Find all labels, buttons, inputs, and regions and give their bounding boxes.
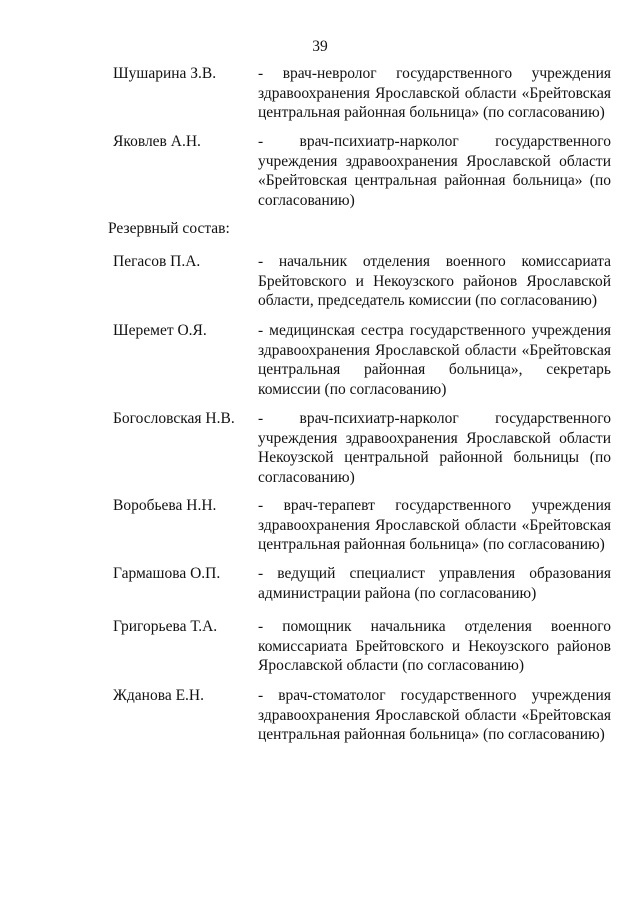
- member-role: - врач-психиатр-нарколог государственного учреждения здравоохранения Ярославской области «Брейтовская центральная районная больница» (по согласованию): [258, 133, 611, 209]
- page-number: 39: [312, 38, 328, 55]
- reserve-heading: Резервный состав:: [108, 220, 230, 237]
- member-name: Богословская Н.В.: [113, 410, 235, 427]
- member-role: - ведущий специалист управления образования администрации района (по согласованию): [258, 565, 611, 602]
- member-name: Воробьева Н.Н.: [113, 497, 217, 514]
- member-name: Пегасов П.А.: [113, 253, 201, 270]
- member-role: - врач-стоматолог государственного учреждения здравоохранения Ярославской области «Брейтовская центральная районная больница» (по согласованию): [258, 687, 611, 743]
- member-name: Жданова Е.Н.: [113, 687, 204, 704]
- member-role: - медицинская сестра государственного учреждения здравоохранения Ярославской области «Брейтовская центральная районная больница», секретарь комиссии (по согласованию): [258, 322, 611, 398]
- member-name: Шеремет О.Я.: [113, 322, 207, 339]
- member-name: Григорьева Т.А.: [113, 618, 218, 635]
- member-name: Яковлев А.Н.: [113, 133, 201, 150]
- member-name: Гармашова О.П.: [113, 565, 221, 582]
- member-role: - врач-невролог государственного учреждения здравоохранения Ярославской области «Брейтовская центральная районная больница» (по согласованию): [258, 65, 611, 121]
- member-role: - помощник начальника отделения военного комиссариата Брейтовского и Некоузского районов Ярославской области (по согласованию): [258, 618, 611, 674]
- member-role: - врач-психиатр-нарколог государственного учреждения здравоохранения Ярославской области Некоузской центральной районной больницы (по согласованию): [258, 410, 611, 486]
- member-role: - начальник отделения военного комиссариата Брейтовского и Некоузского районов Ярославской области, председатель комиссии (по согласованию): [258, 253, 611, 309]
- member-role: - врач-терапевт государственного учреждения здравоохранения Ярославской области «Брейтовская центральная районная больница» (по согласованию): [258, 497, 611, 553]
- member-name: Шушарина З.В.: [113, 65, 217, 82]
